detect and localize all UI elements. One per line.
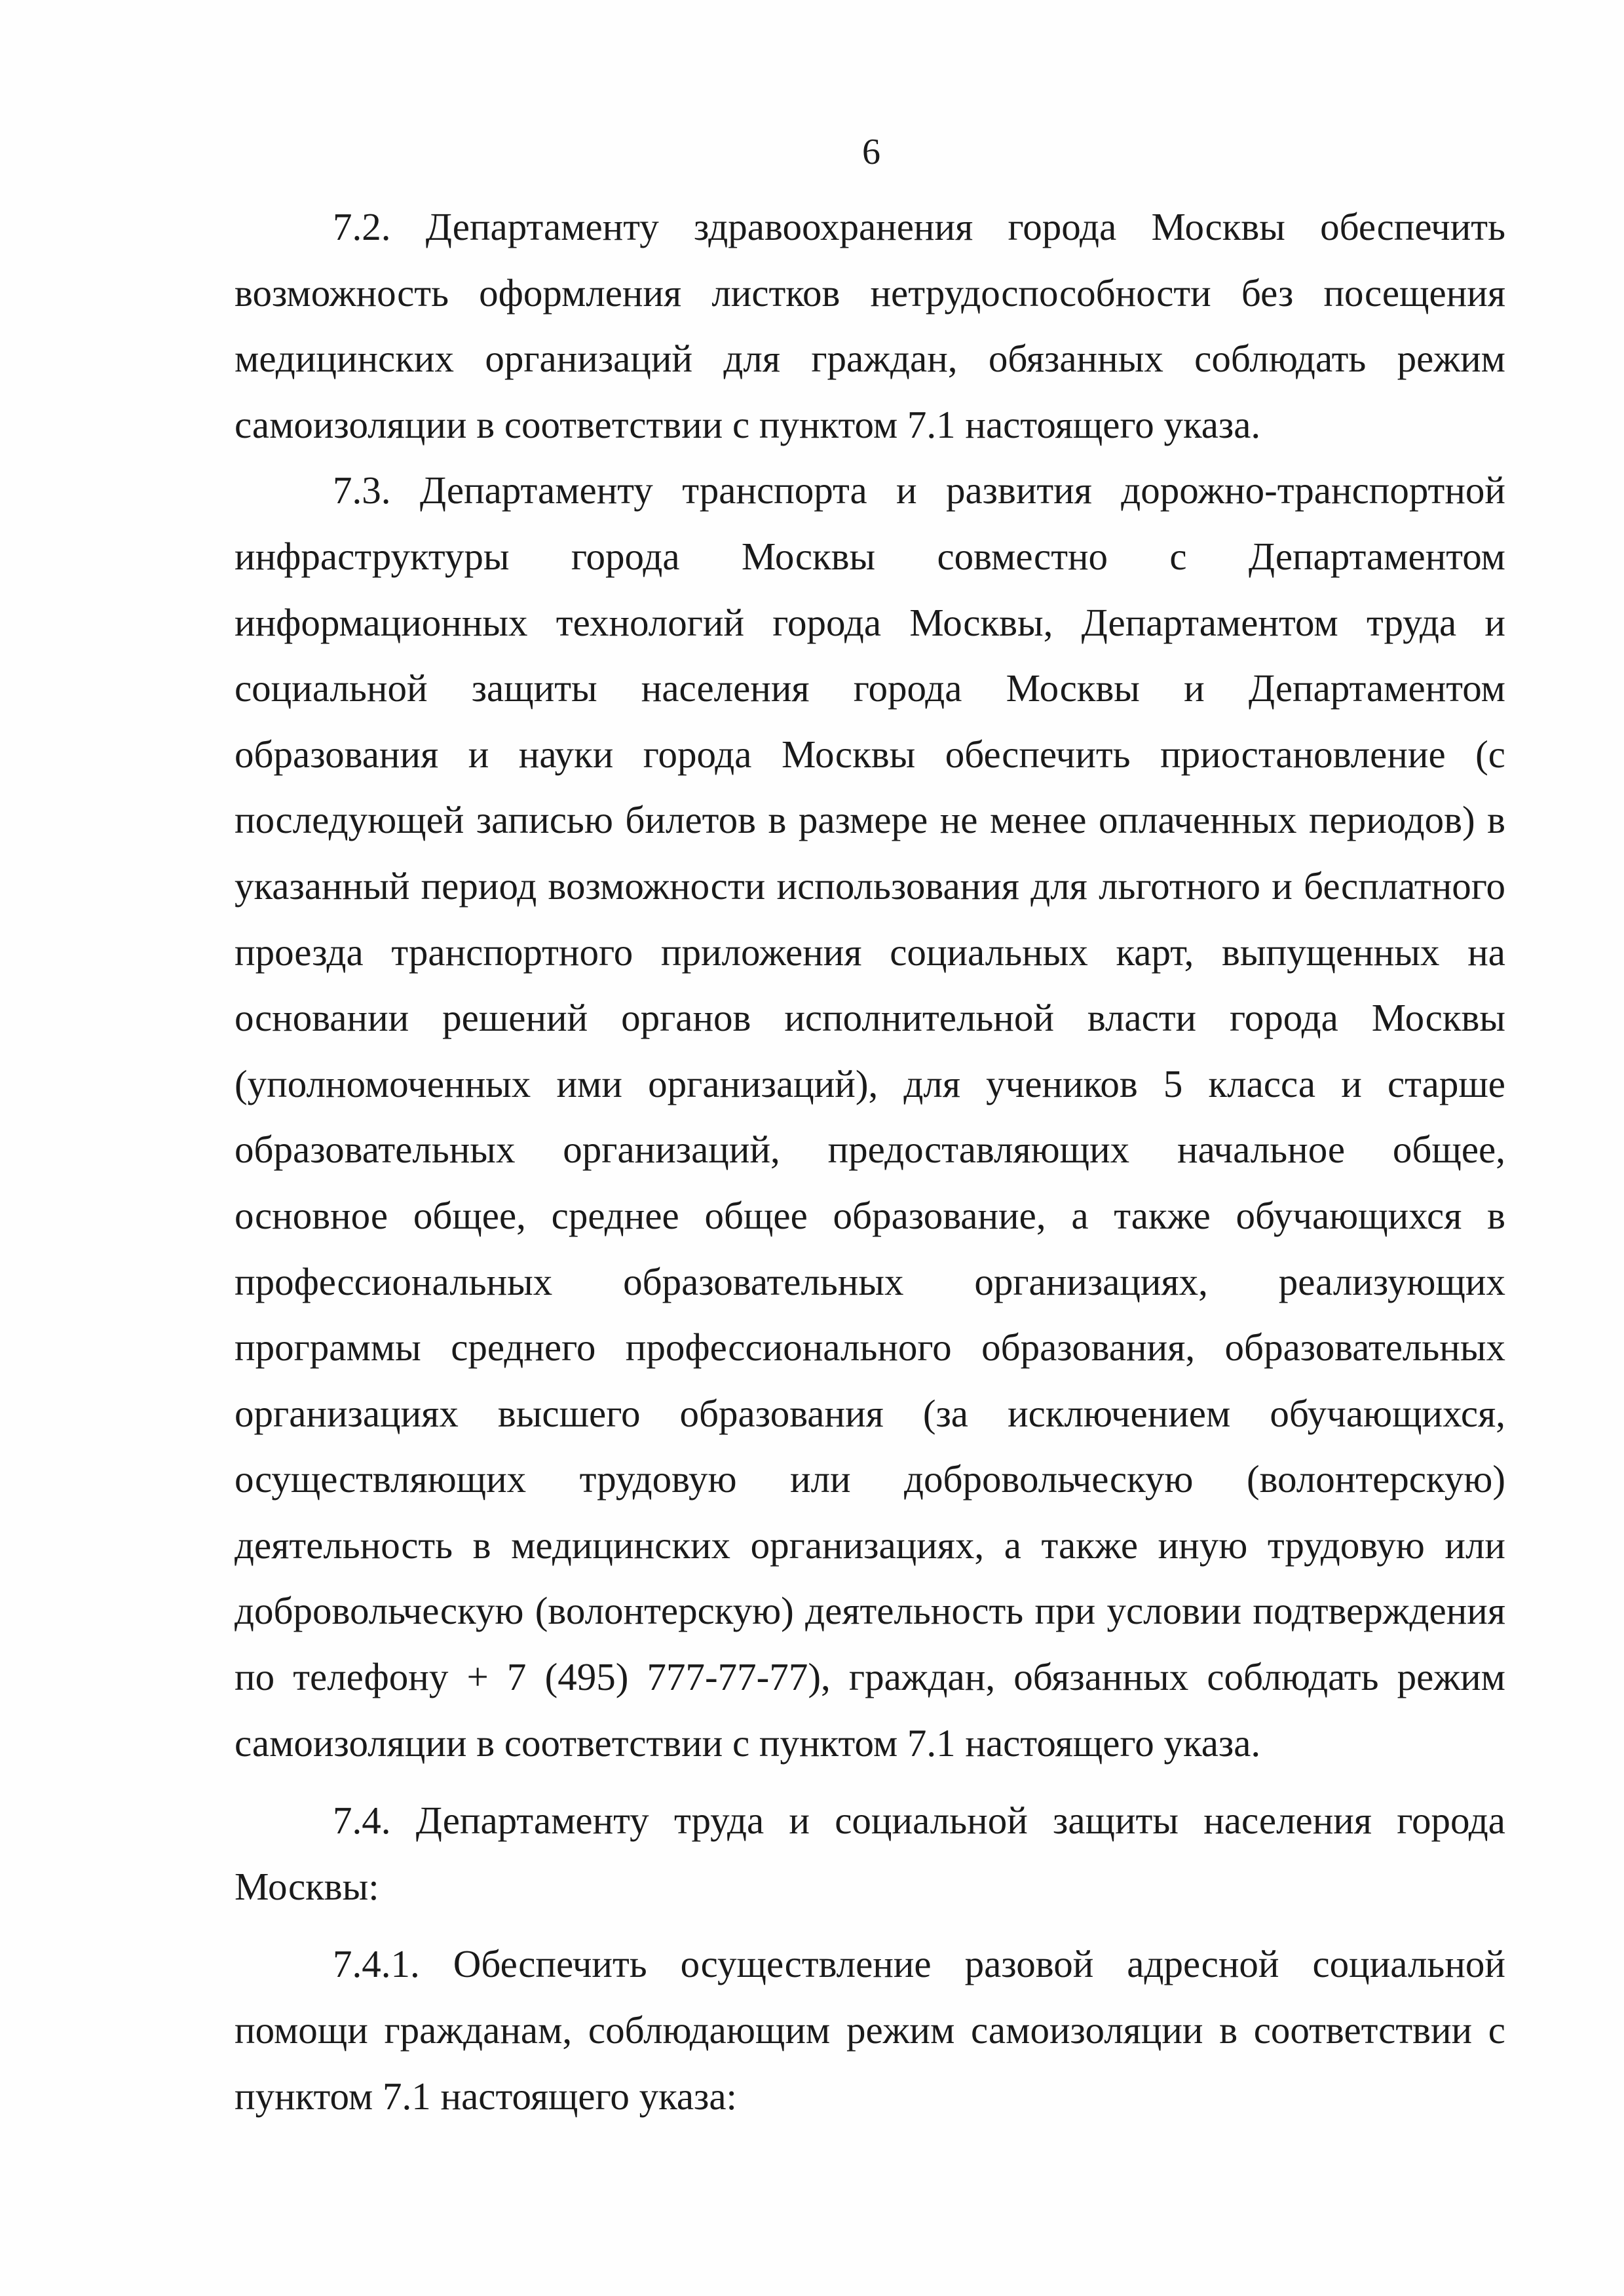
page-number: 6	[862, 132, 880, 172]
paragraph-7-3: 7.3. Департаменту транспорта и развития дорожно-транспортной инфраструктуры города Москвы совместно с Департаментом информационных технологий города Москвы, Департаментом труда и социальной защиты населения города Москвы и Департаментом образования и науки города Москвы обеспечить приостановление (с последующей записью билетов в размере не менее оплаченных периодов) в указанный период возможности использования для льготного и бесплатного проезда транспортного приложения социальных карт, выпущенных на основании решений органов исполнительной власти города Москвы (уполномоченных ими организаций), для учеников 5 класса и старше образовательных организаций, предоставляющих начальное общее, основное общее, среднее общее образование, а также обучающихся в профессиональных образовательных организациях, реализующих программы среднего профессионального образования, образовательных организациях высшего образования (за исключением обучающихся, осуществляющих трудовую или добровольческую (волонтерскую) деятельность в медицинских организациях, а также иную трудовую или добровольческую (волонтерскую) деятельность при условии подтверждения по телефону + 7 (495) 777-77-77), граждан, обязанных соблюдать режим самоизоляции в соответствии с пунктом 7.1 настоящего указа.	[235, 469, 1505, 1765]
document-body	[235, 194, 1505, 2129]
paragraph-7-2: 7.2. Департаменту здравоохранения города Москвы обеспечить возможность оформления листков нетрудоспособности без посещения медицинских организаций для граждан, обязанных соблюдать режим самоизоляции в соответствии с пунктом 7.1 настоящего указа.	[235, 205, 1505, 446]
paragraph-7-4: 7.4. Департаменту труда и социальной защиты населения города Москвы:	[235, 1799, 1505, 1908]
paragraph-7-4-1: 7.4.1. Обеспечить осуществление разовой адресной социальной помощи гражданам, соблюдающим режим самоизоляции в соответствии с пунктом 7.1 настоящего указа:	[235, 1942, 1505, 2118]
